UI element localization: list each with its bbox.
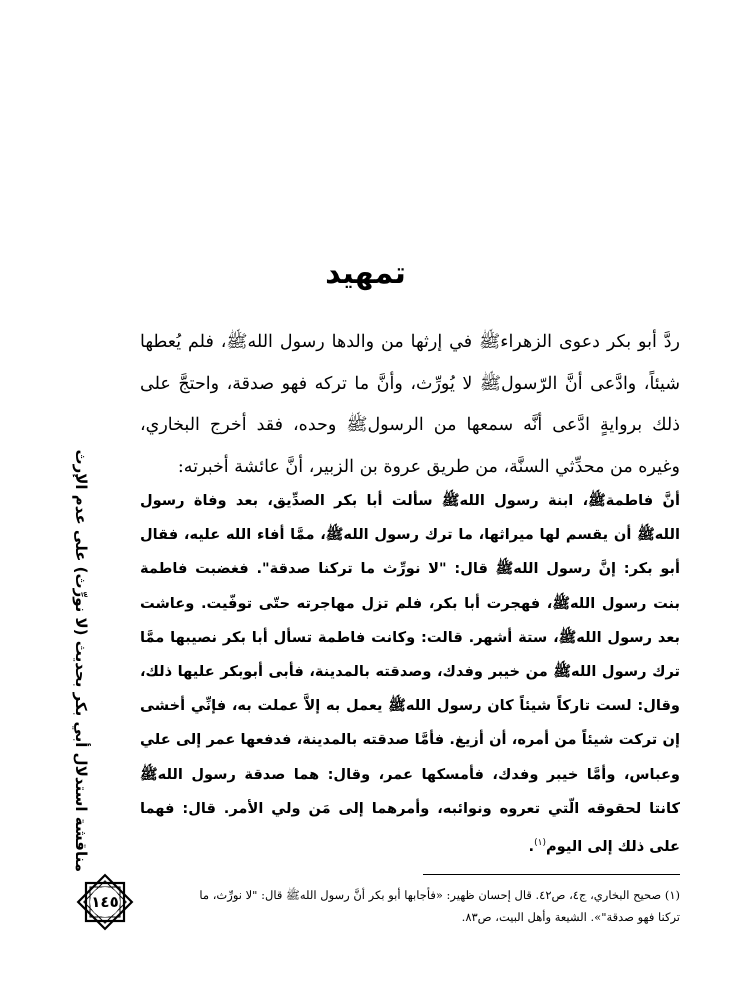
intro-text: ردَّ أبو بكر دعوى الزهراءﷺ في إرثها من والدها رسول اللهﷺ، فلم يُعطها شيئاً، وادَّعى أنَّ الرّسولﷺ لا يُورِّث، وأنَّ ما تركه فهو صدقة، واحتجَّ على ذلك بروايةٍ ادَّعى أنَّه سمعها من الرسولﷺ وحده، فقد أخرج البخاري، وغيره من محدِّثي السنَّة، من طريق عروة بن الزبير، أنَّ عائشة أخبرته:	[140, 332, 680, 477]
footnote	[140, 884, 680, 928]
footnote-line-1: (١) صحيح البخاري، ج٤، ص٤٢. قال إحسان ظهير: «فأجابها أبو بكر أنَّ رسول اللهﷺ قال: "لا نورِّث، ما	[199, 888, 680, 902]
footnote-line-2: تركنا فهو صدقة"». الشيعة وأهل البيت، ص٨٣.	[461, 910, 680, 924]
running-side-title: مناقشة استدلال أبي بكر بحديث (لا نورِّث) على عدم الإرث	[72, 449, 90, 872]
page-title: تمهيد	[325, 256, 406, 291]
quote-paragraph: أنَّ فاطمةﷺ، ابنة رسول اللهﷺ سألت أبا بكر الصدِّيق، بعد وفاة رسول اللهﷺ أن يقسم لها ميراثها، ما ترك رسول اللهﷺ، ممَّا أفاء الله عليه، فقال أبو بكر: إنَّ رسول اللهﷺ قال: "لا نورِّث ما تركنا صدقة". فغضبت فاطمة بنت رسول اللهﷺ، فهجرت أبا بكر، فلم تزل مهاجرته حتّى توفّيت. وعاشت بعد رسول اللهﷺ، ستة أشهر. قالت: وكانت فاطمة تسأل أبا بكر نصيبها ممَّا ترك رسول اللهﷺ من خيبر وفدك، وصدقته بالمدينة، فأبى أبوبكر عليها ذلك، وقال: لست تاركاً شيئاً كان رسول اللهﷺ يعمل به إلاَّ عملت به، فإنِّي أخشى إن تركت شيئاً من أمره، أن أزيغ. فأمَّا صدقته بالمدينة، فدفعها عمر إلى علي وعباس، وأمَّا خيبر وفدك، فأمسكها عمر، وقال: هما صدقة رسول اللهﷺ كانتا لحقوقه الّتي تعروه ونوائبه، وأمرهما إلى مَن ولي الأمر. قال: فهما على ذلك إلى اليوم$^{(١)}$.	[140, 492, 680, 855]
page-number: ١٤٥	[91, 893, 119, 911]
hadith-quote	[140, 484, 680, 864]
intro-paragraph	[140, 322, 680, 488]
footnote-separator	[423, 874, 680, 875]
quote-text: أنَّ فاطمةﷺ، ابنة رسول اللهﷺ سألت أبا بكر الصدِّيق، بعد وفاة رسول اللهﷺ أن يقسم لها ميراثها، ما ترك رسول اللهﷺ، ممَّا أفاء الله عليه، فقال أبو بكر: إنَّ رسول اللهﷺ قال: "لا نورِّث ما تركنا صدقة". فغضبت فاطمة بنت رسول اللهﷺ، فهجرت أبا بكر، فلم تزل مهاجرته حتّى توفّيت. وعاشت بعد رسول اللهﷺ، ستة أشهر. قالت: وكانت فاطمة تسأل أبا بكر نصيبها ممَّا ترك رسول اللهﷺ من خيبر وفدك، وصدقته بالمدينة، فأبى أبوبكر عليها ذلك، وقال: لست تاركاً شيئاً كان رسول اللهﷺ يعمل به إلاَّ عملت به، فإنِّي أخشى إن تركت شيئاً من أمره، أن أزيغ. فأمَّا صدقته بالمدينة، فدفعها عمر إلى علي وعباس، وأمَّا خيبر وفدك، فأمسكها عمر، وقال: هما صدقة رسول اللهﷺ كانتا لحقوقه الّتي تعروه ونوائبه، وأمرهما إلى مَن ولي الأمر. قال: فهما على ذلك إلى اليوم	[140, 492, 680, 855]
footnote-reference: (١)	[534, 838, 546, 849]
